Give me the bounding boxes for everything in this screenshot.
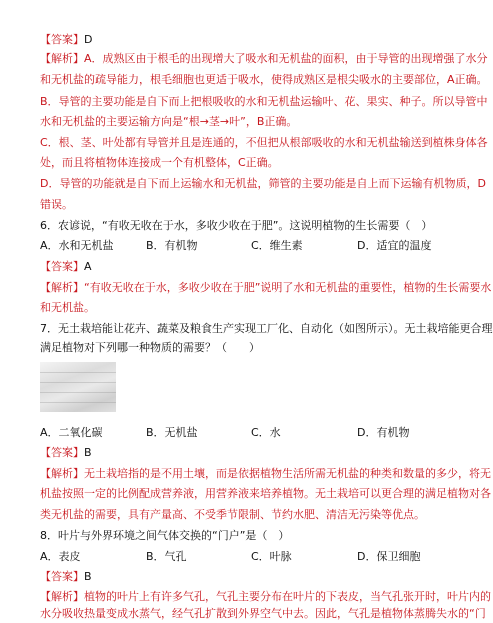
answer-value: B — [84, 570, 92, 583]
q6-option-a: A．水和无机盐 — [40, 239, 114, 252]
q8-answer-line — [40, 569, 440, 584]
answer-line — [40, 32, 440, 47]
answer-tag: 【答案】 — [40, 570, 84, 583]
analysis-line: C．根、茎、叶处都有导管并且是连通的，不但把从根部吸收的水和无机盐输送到植株身体各 — [40, 136, 488, 149]
q7-analysis-line — [40, 466, 491, 481]
analysis-tag: 【解析】 — [40, 281, 84, 294]
answer-value: B — [84, 446, 92, 459]
q7-option-c: C．水 — [251, 426, 281, 439]
question-7-stem: 满足植物对下列哪一种物质的需要？（ ） — [40, 341, 260, 354]
analysis-tag: 【解析】 — [40, 590, 84, 603]
q7-analysis-line: 机盐按照一定的比例配成营养液，用营养液来培养植物。无土栽培可以更合理的满足植物对各 — [40, 487, 491, 500]
analysis-line: 和无机盐的疏导能力，根毛细胞也更适于吸水，使得成熟区是根尖吸水的主要部位，A正确。 — [40, 73, 488, 86]
analysis-line: 处，而且将植物体连接成一个有机整体，C正确。 — [40, 156, 279, 169]
question-6-stem: 6．农谚说，“有收无收在于水，多收少收在于肥”。这说明植物的生长需要（ ） — [40, 219, 433, 232]
q6-option-b: B．有机物 — [146, 239, 198, 252]
analysis-text: 植物的叶片上有许多气孔，气孔主要分布在叶片的下表皮，当气孔张开时，叶片内的 — [84, 590, 491, 603]
analysis-text: 无土栽培指的是不用土壤，而是依据植物生活所需无机盐的种类和数量的多少，将无 — [84, 467, 491, 480]
analysis-line: B．导管的主要功能是自下而上把根吸收的水和无机盐运输叶、花、果实、种子。所以导管中 — [40, 95, 488, 108]
q7-answer-line — [40, 445, 440, 460]
q6-answer-line — [40, 259, 440, 274]
q6-option-d: D．适宜的温度 — [357, 239, 432, 252]
answer-tag: 【答案】 — [40, 260, 84, 273]
q8-option-b: B．气孔 — [146, 550, 187, 563]
q8-analysis-line: 水分吸收热量变成水蒸气，经气孔扩散到外界空气中去。因此，气孔是植物体蒸腾失水的“门 — [40, 607, 486, 620]
q8-option-d: D．保卫细胞 — [357, 550, 421, 563]
greenhouse-photo — [40, 362, 116, 412]
answer-value: D — [84, 33, 93, 46]
q8-option-a: A．表皮 — [40, 550, 81, 563]
analysis-text: A．成熟区由于根毛的出现增大了吸水和无机盐的面积，由于导管的出现增强了水分 — [84, 52, 488, 65]
analysis-line: D．导管的功能就是自下而上运输水和无机盐，筛管的主要功能是自上而下运输有机物质，D — [40, 177, 486, 190]
q7-analysis-line: 类无机盐的需要，具有产量高、不受季节限制、节约水肥、清洁无污染等优点。 — [40, 508, 425, 521]
question-8-stem: 8．叶片与外界环境之间气体交换的“门户”是（ ） — [40, 529, 290, 542]
question-7-stem: 7．无土栽培能让花卉、蔬菜及粮食生产实现工厂化、自动化（如图所示）。无土栽培能更合理 — [40, 322, 493, 335]
q6-option-c: C．维生素 — [251, 239, 303, 252]
q8-option-c: C．叶脉 — [251, 550, 292, 563]
answer-value: A — [84, 260, 92, 273]
analysis-text: “有收无收在于水，多收少收在于肥”说明了水和无机盐的重要性，植物的生长需要水 — [84, 281, 492, 294]
q6-analysis-line: 和无机盐。 — [40, 301, 95, 314]
q7-option-b: B．无机盐 — [146, 426, 198, 439]
analysis-tag: 【解析】 — [40, 467, 84, 480]
q6-analysis-line — [40, 280, 492, 295]
q7-option-a: A．二氧化碳 — [40, 426, 103, 439]
analysis-line — [40, 51, 488, 66]
q7-option-d: D．有机物 — [357, 426, 410, 439]
analysis-line: 错误。 — [40, 198, 73, 211]
analysis-tag: 【解析】 — [40, 52, 84, 65]
analysis-line: 水和无机盐的主要运输方向是“根→茎→叶”，B正确。 — [40, 115, 298, 128]
answer-tag: 【答案】 — [40, 446, 84, 459]
q8-analysis-line — [40, 589, 491, 604]
answer-tag: 【答案】 — [40, 33, 84, 46]
